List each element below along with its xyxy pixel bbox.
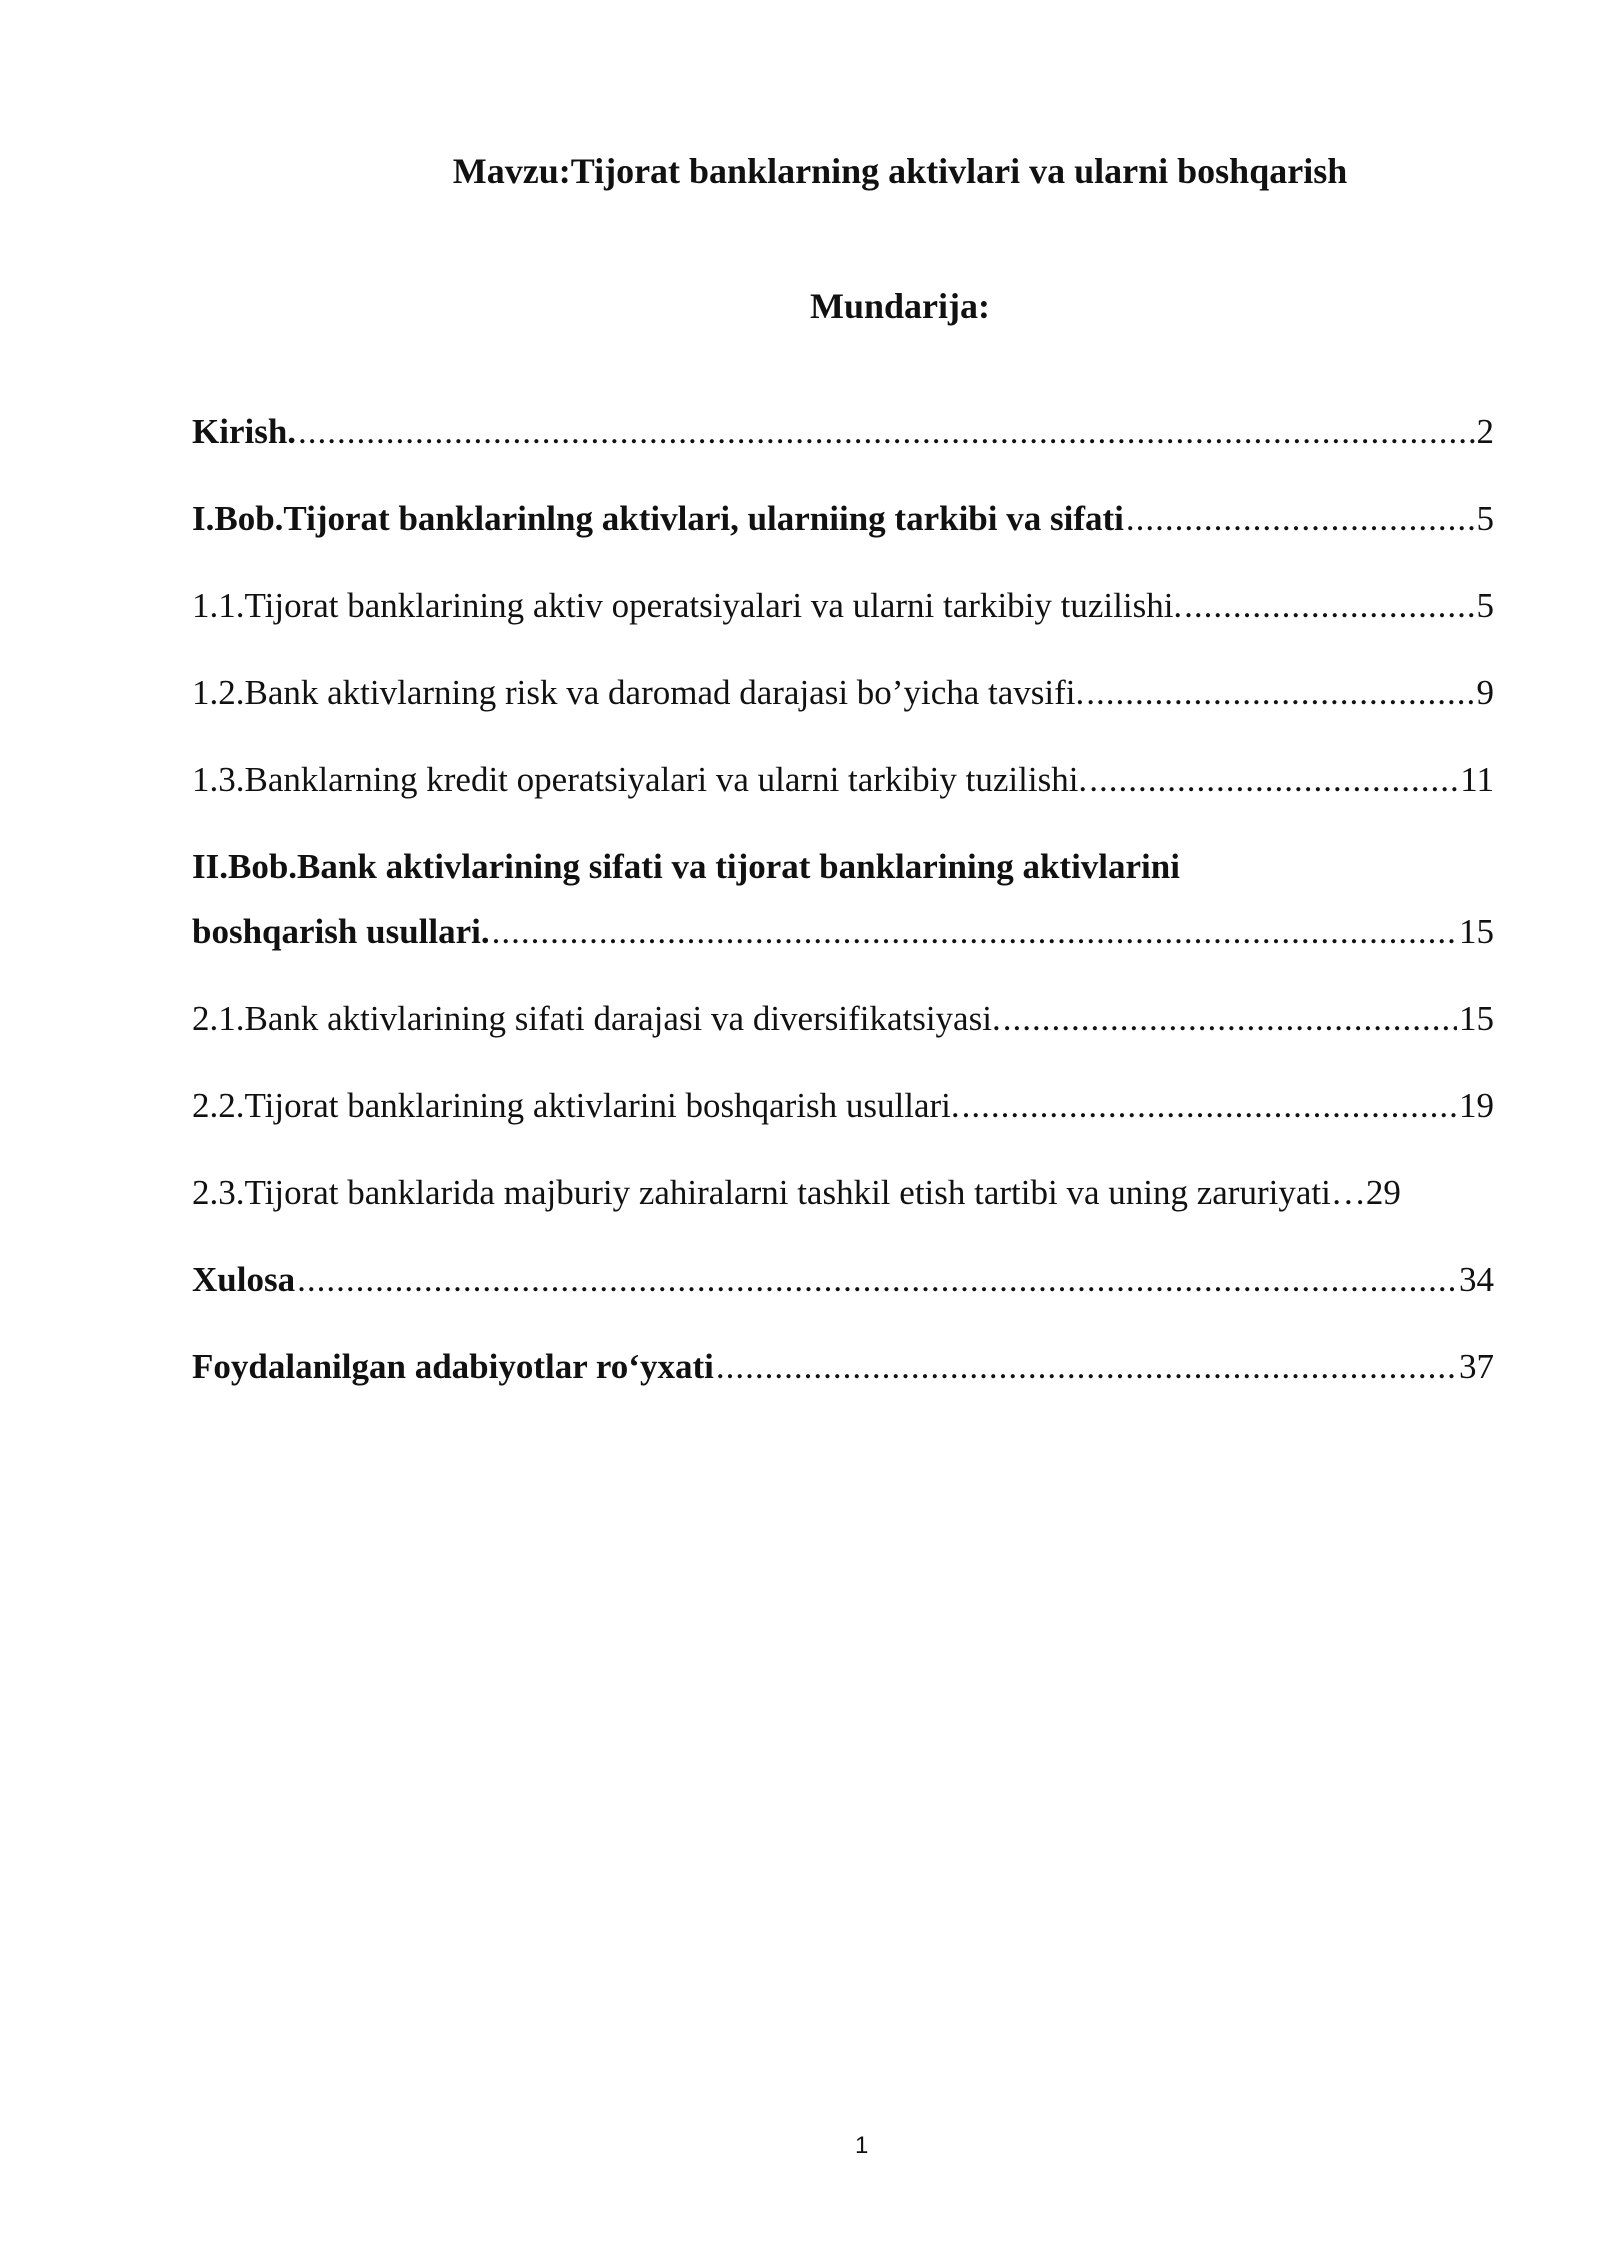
toc-entry-page: 19 bbox=[1459, 1086, 1494, 1125]
toc-entry-title: 2.2.Tijorat banklarining aktivlarini boshqarish usullari. bbox=[192, 1086, 960, 1125]
toc-entry-page: 2 bbox=[1476, 412, 1494, 451]
dot-leader bbox=[962, 1084, 1457, 1128]
dot-leader bbox=[1089, 758, 1458, 802]
toc-entry-title: 2.3.Tijorat banklarida majburiy zahiralarni tashkil etish tartibi va uning zaruriyati… bbox=[192, 1173, 1366, 1212]
dot-leader bbox=[492, 910, 1457, 954]
toc-entry-title: Foydalanilgan adabiyotlar ro‘yxati bbox=[192, 1347, 714, 1386]
document-topic: Mavzu:Tijorat banklarning aktivlari va ularni boshqarish bbox=[452, 151, 1348, 191]
toc-entry-kirish bbox=[192, 410, 1494, 454]
toc-entry-title: boshqarish usullari. bbox=[192, 912, 490, 951]
toc-entry-title: I.Bob.Tijorat banklarinlng aktivlari, ularniing tarkibi va sifati bbox=[192, 499, 1124, 538]
toc-entry-page: 11 bbox=[1460, 760, 1494, 799]
toc-entry-section-1-3 bbox=[192, 758, 1494, 802]
toc-entry-page: 9 bbox=[1476, 673, 1494, 712]
toc-entry-chapter-1 bbox=[192, 497, 1494, 541]
toc-entry-chapter-2 bbox=[192, 910, 1494, 954]
toc-entry-section-2-3 bbox=[192, 1171, 1494, 1215]
toc-entry-title: 1.1.Tijorat banklarining aktiv operatsiyalari va ularni tarkibiy tuzilishi. bbox=[192, 586, 1183, 625]
dot-leader bbox=[1003, 997, 1457, 1041]
dot-leader bbox=[1126, 497, 1475, 541]
toc-entry-title-line1: II.Bob.Bank aktivlarining sifati va tijorat banklarining aktivlarini bbox=[192, 847, 1180, 886]
dot-leader bbox=[716, 1345, 1457, 1389]
toc-entry-bibliography bbox=[192, 1345, 1494, 1389]
page-number: 1 bbox=[855, 2132, 869, 2159]
table-of-contents bbox=[192, 410, 1494, 1432]
toc-entry-page: 5 bbox=[1476, 586, 1494, 625]
toc-entry-chapter-2-line1 bbox=[192, 845, 1494, 889]
toc-entry-page: 34 bbox=[1459, 1260, 1494, 1299]
toc-entry-title: 1.2.Bank aktivlarning risk va daromad darajasi bo’yicha tavsifi. bbox=[192, 673, 1085, 712]
toc-entry-title: Xulosa bbox=[192, 1260, 296, 1299]
dot-leader bbox=[298, 410, 1474, 454]
toc-entry-title: 2.1.Bank aktivlarining sifati darajasi va diversifikatsiyasi. bbox=[192, 999, 1001, 1038]
dot-leader bbox=[1184, 584, 1474, 628]
toc-entry-page: 37 bbox=[1459, 1347, 1494, 1386]
toc-entry-section-1-1 bbox=[192, 584, 1494, 628]
toc-entry-title: Kirish. bbox=[192, 412, 297, 451]
toc-entry-section-2-1 bbox=[192, 997, 1494, 1041]
toc-entry-page: 15 bbox=[1459, 912, 1494, 951]
toc-entry-xulosa bbox=[192, 1258, 1494, 1302]
dot-leader bbox=[1086, 671, 1474, 715]
toc-entry-page: 29 bbox=[1365, 1173, 1401, 1212]
toc-heading: Mundarija: bbox=[810, 286, 990, 326]
toc-entry-page: 5 bbox=[1476, 499, 1494, 538]
toc-entry-section-1-2 bbox=[192, 671, 1494, 715]
toc-entry-section-2-2 bbox=[192, 1084, 1494, 1128]
toc-entry-page: 15 bbox=[1459, 999, 1494, 1038]
dot-leader bbox=[297, 1258, 1457, 1302]
toc-entry-title: 1.3.Banklarning kredit operatsiyalari va ularni tarkibiy tuzilishi. bbox=[192, 760, 1088, 799]
